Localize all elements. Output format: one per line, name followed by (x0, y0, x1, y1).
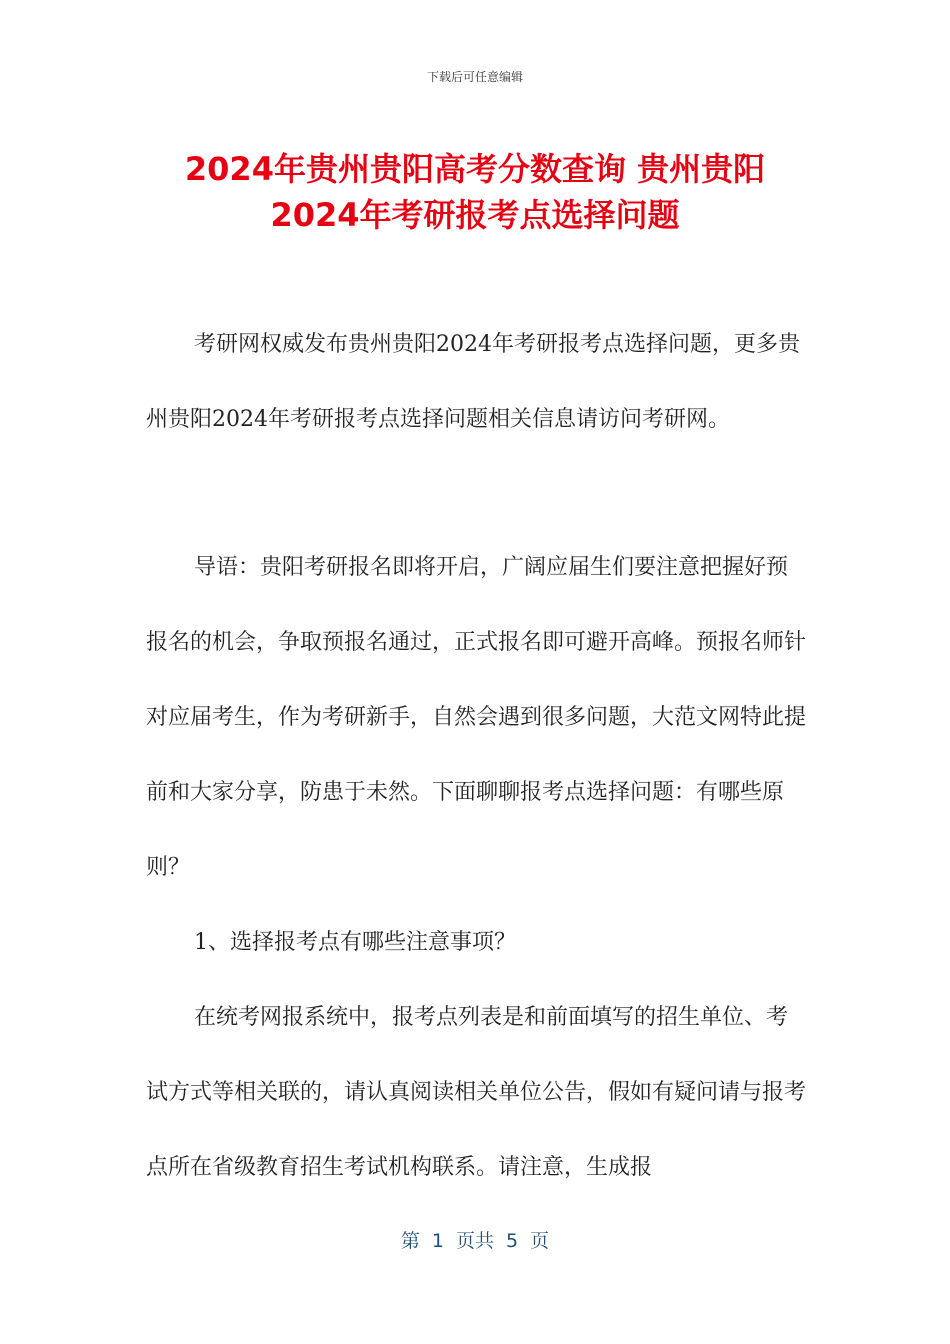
body-paragraph: 在统考网报系统中，报考点列表是和前面填写的招生单位、考试方式等相关联的，请认真阅读相关单位公告，假如有疑问请与报考点所在省级教育招生考试机构联系。请注意，生成报 (146, 1005, 807, 1180)
document-title (100, 146, 850, 238)
intro-paragraph: 考研网权威发布贵州贵阳2024年考研报考点选择问题，更多贵州贵阳2024年考研报考点选择问题相关信息请访问考研网。 (146, 332, 800, 432)
title-line-1: 2024年贵州贵阳高考分数查询 贵州贵阳 (184, 150, 766, 188)
title-line-2: 2024年考研报考点选择问题 (270, 196, 680, 234)
download-note: 下载后可任意编辑 (426, 70, 523, 84)
page-number: 第 1 页共 5 页 (400, 1230, 550, 1252)
section-heading: 1、选择报考点有哪些注意事项？ (194, 930, 516, 955)
lead-paragraph: 导语：贵阳考研报名即将开启，广阔应届生们要注意把握好预报名的机会，争取预报名通过，正式报名即可避开高峰。预报名师针对应届考生，作为考研新手，自然会遇到很多问题，大范文网特此提前和大家分享，防患于未然。下面聊聊报考点选择问题：有哪些原则？ (146, 555, 807, 880)
